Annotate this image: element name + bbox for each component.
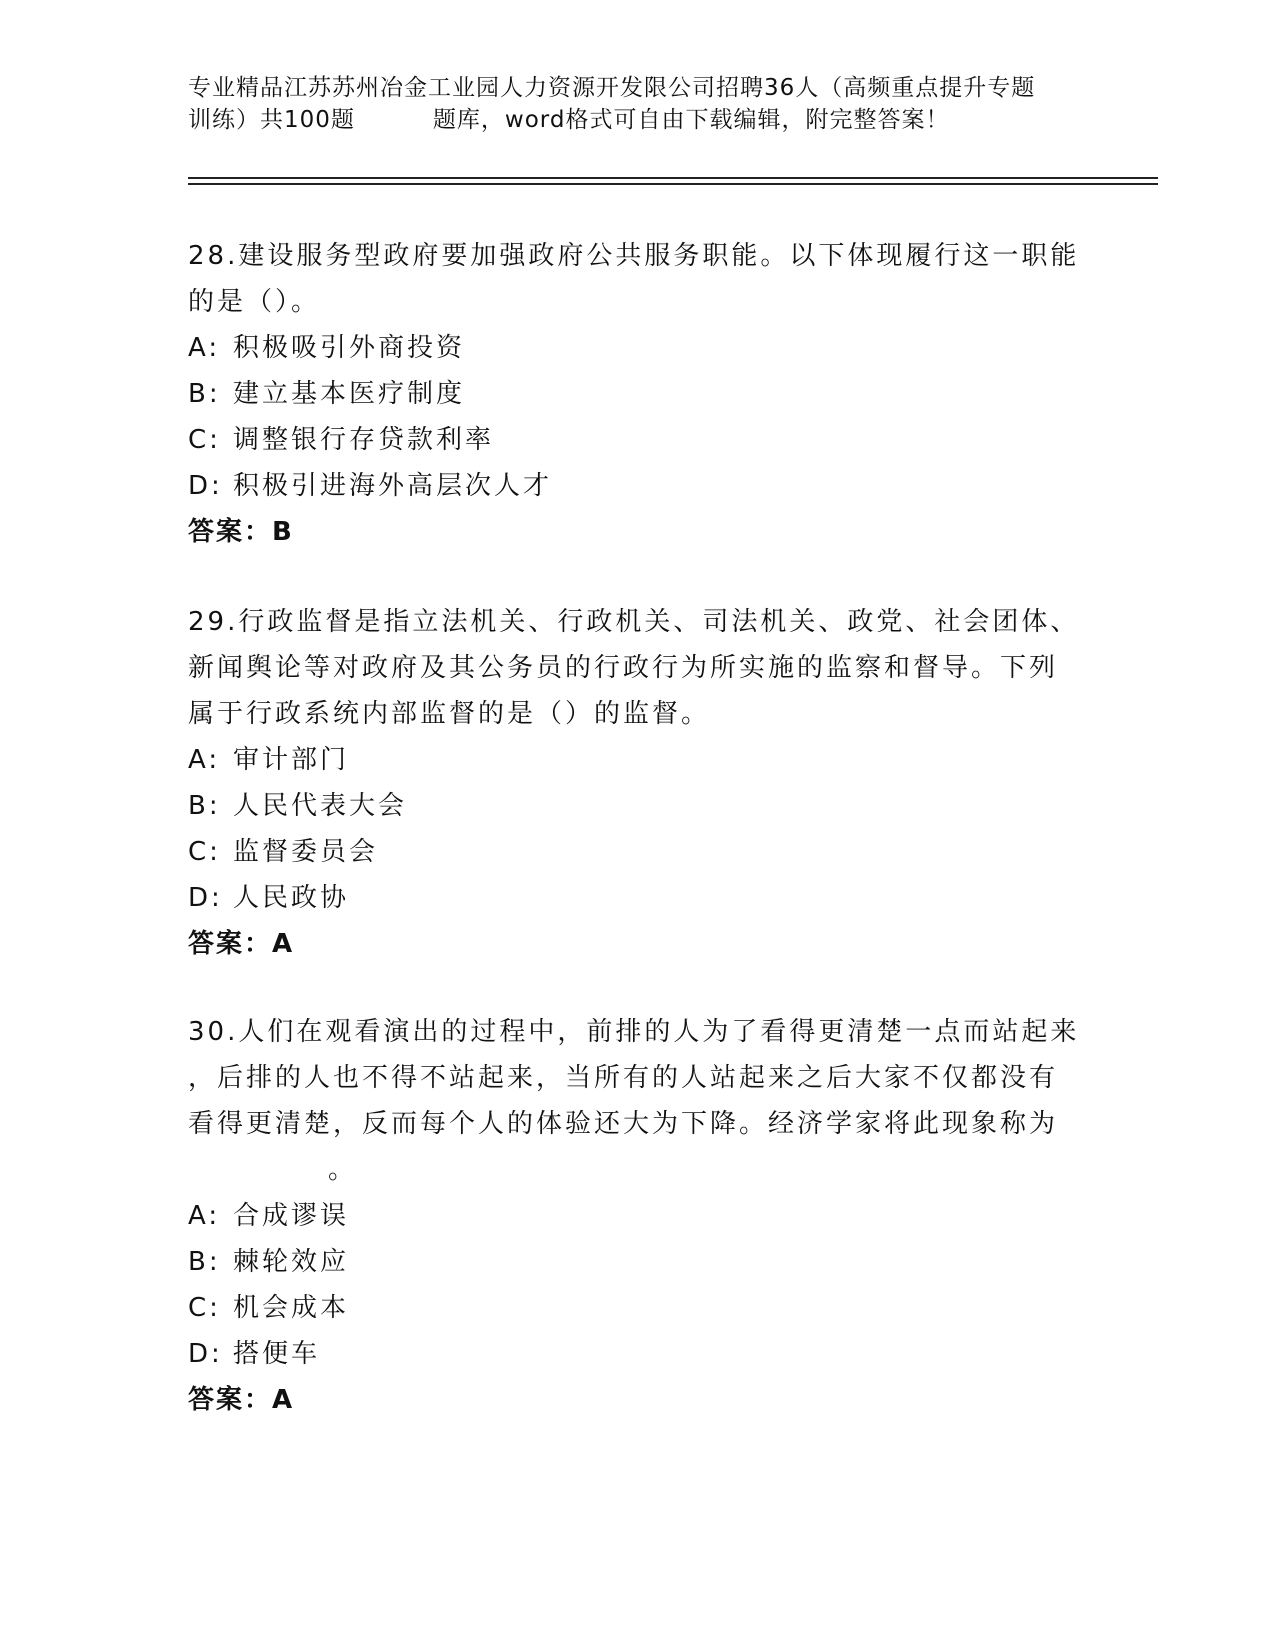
option-key: A: xyxy=(188,333,221,363)
option-b xyxy=(188,371,1088,417)
option-b xyxy=(188,1239,1088,1285)
question-28 xyxy=(188,233,1088,555)
header-divider-bottom xyxy=(188,183,1158,185)
option-text: 建立基本医疗制度 xyxy=(233,379,466,409)
header-divider-top xyxy=(188,177,1158,179)
option-a xyxy=(188,325,1088,371)
answer-label: 答案：A xyxy=(188,1385,295,1415)
option-d xyxy=(188,875,1088,921)
stem-line: 看得更清楚，反而每个人的体验还大为下降。经济学家将此现象称为 xyxy=(188,1109,1059,1139)
header-line-2-end: 题库，word格式可自由下载编辑，附完整答案！ xyxy=(432,107,950,133)
question-stem xyxy=(188,233,1088,325)
stem-line: 30.人们在观看演出的过程中，前排的人为了看得更清楚一点而站起来 xyxy=(188,1017,1080,1047)
header-line-2-start: 训练）共100题 xyxy=(188,107,355,133)
option-key: B: xyxy=(188,791,221,821)
option-key: C: xyxy=(188,1293,221,1323)
option-key: B: xyxy=(188,379,221,409)
stem-line: 29.行政监督是指立法机关、行政机关、司法机关、政党、社会团体、 xyxy=(188,607,1080,637)
stem-line: 28.建设服务型政府要加强政府公共服务职能。以下体现履行这一职能 xyxy=(188,241,1080,271)
option-key: C: xyxy=(188,425,221,455)
option-d xyxy=(188,463,1088,509)
option-text: 搭便车 xyxy=(233,1339,321,1369)
option-key: B: xyxy=(188,1247,221,1277)
answer-label: 答案：A xyxy=(188,929,295,959)
stem-line: ，后排的人也不得不站起来，当所有的人站起来之后大家不仅都没有 xyxy=(188,1063,1059,1093)
option-text: 合成谬误 xyxy=(233,1201,350,1231)
option-key: D: xyxy=(188,1339,223,1369)
stem-line: 新闻舆论等对政府及其公务员的行政行为所实施的监察和督导。下列 xyxy=(188,653,1059,683)
question-30 xyxy=(188,1009,1088,1423)
option-text: 人民政协 xyxy=(233,883,350,913)
question-stem xyxy=(188,1009,1088,1147)
header-line-2 xyxy=(188,104,1068,136)
answer-label: 答案：B xyxy=(188,517,294,547)
option-d xyxy=(188,1331,1088,1377)
option-c xyxy=(188,417,1088,463)
option-a xyxy=(188,737,1088,783)
question-29 xyxy=(188,599,1088,967)
option-key: C: xyxy=(188,837,221,867)
option-text: 人民代表大会 xyxy=(233,791,408,821)
option-text: 调整银行存贷款利率 xyxy=(233,425,495,455)
stem-line: 属于行政系统内部监督的是（）的监督。 xyxy=(188,699,711,729)
option-key: D: xyxy=(188,883,223,913)
option-text: 机会成本 xyxy=(233,1293,350,1323)
question-stem xyxy=(188,599,1088,737)
option-a xyxy=(188,1193,1088,1239)
option-c xyxy=(188,1285,1088,1331)
option-text: 监督委员会 xyxy=(233,837,379,867)
option-text: 棘轮效应 xyxy=(233,1247,350,1277)
answer-blank: 。 xyxy=(328,1155,358,1185)
option-text: 审计部门 xyxy=(233,745,350,775)
option-key: A: xyxy=(188,1201,221,1231)
option-key: A: xyxy=(188,745,221,775)
document-header xyxy=(188,72,1068,136)
header-line-1: 专业精品江苏苏州冶金工业园人力资源开发限公司招聘36人（高频重点提升专题 xyxy=(188,75,1036,101)
option-text: 积极吸引外商投资 xyxy=(233,333,466,363)
option-c xyxy=(188,829,1088,875)
option-b xyxy=(188,783,1088,829)
stem-line: 的是（）。 xyxy=(188,287,321,317)
option-key: D: xyxy=(188,471,223,501)
option-text: 积极引进海外高层次人才 xyxy=(233,471,553,501)
